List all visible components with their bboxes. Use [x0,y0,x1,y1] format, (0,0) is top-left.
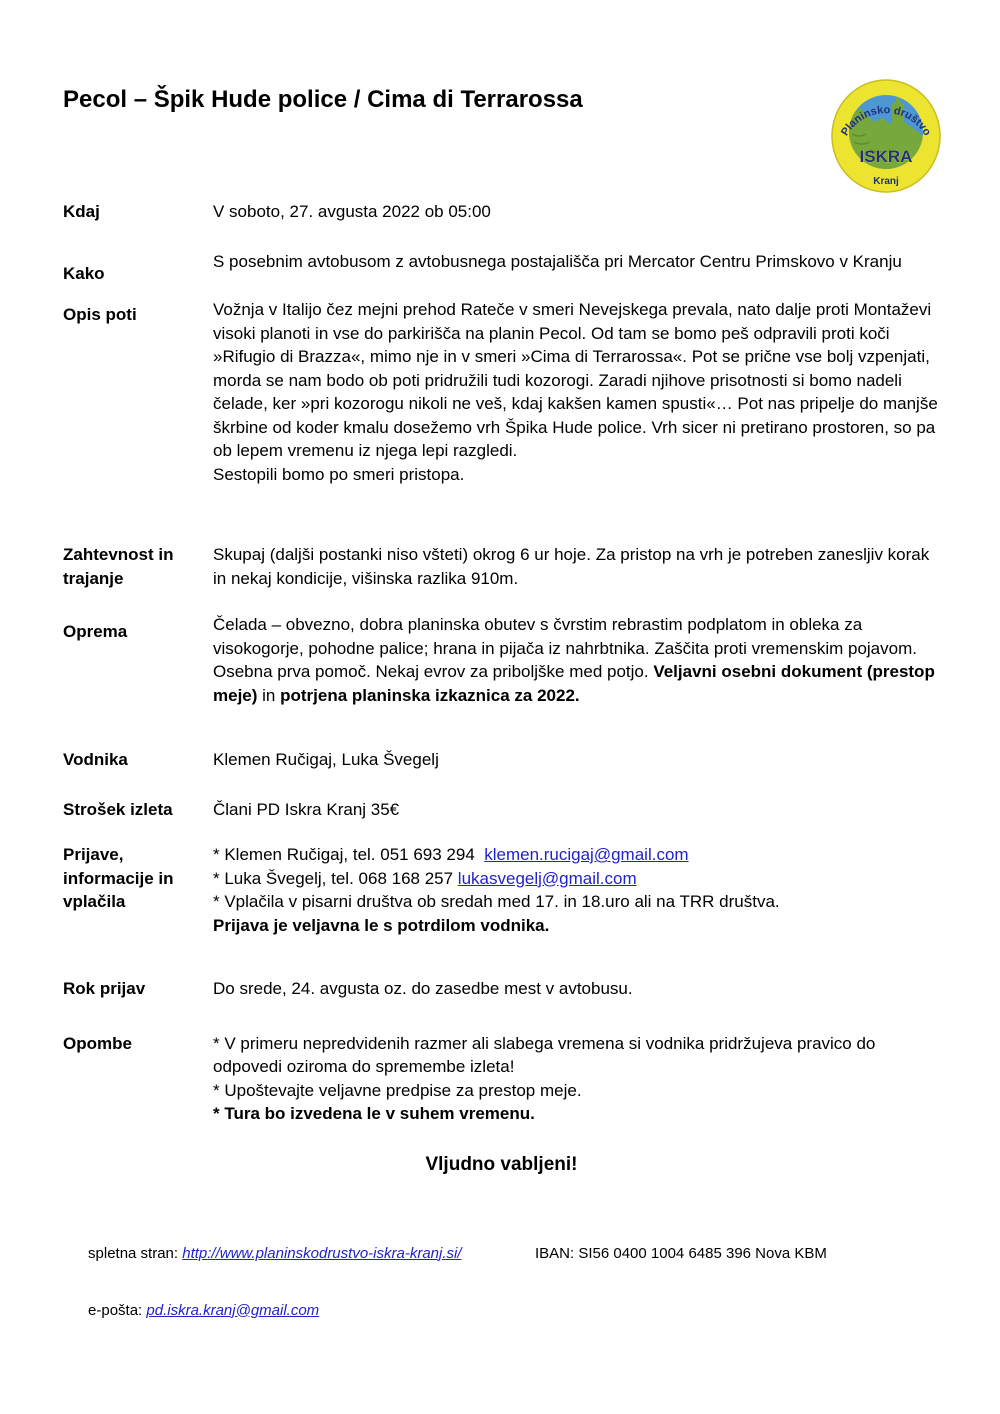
section-kdaj [63,200,940,224]
logo-arc-text: Planinsko društvo [838,104,934,139]
section-label: Zahtevnost in trajanje [63,545,174,588]
text-run: potrjena planinska izkaznica za 2022. [280,685,580,705]
section-prijave [63,843,940,937]
section-label: Opis poti [63,305,137,324]
paragraph [213,543,940,590]
paragraph [213,613,940,707]
section-content [213,250,940,286]
section-oprema [63,613,940,707]
section-strosek-izleta [63,798,940,822]
text-run: Prijava je veljavna le s potrdilom vodnika. [213,915,550,935]
section-vodnika [63,748,940,772]
website-label: spletna stran: [88,1244,183,1262]
section-zahtevnost [63,543,940,590]
paragraph [213,977,940,1001]
text-run: * Upoštevajte veljavne predpise za prestop meje. [213,1080,582,1100]
section-label: Kdaj [63,202,100,221]
email-link[interactable]: klemen.rucigaj@gmail.com [484,845,689,864]
text-run: Veljavni osebni dokument (prestop meje) [213,662,940,705]
section-label: Kako [63,263,105,283]
section-label: Opombe [63,1033,132,1053]
paragraph [213,200,940,224]
section-rok-prijav [63,977,940,1001]
paragraph [213,914,940,938]
paragraph [213,250,940,274]
iban-text: IBAN: SI56 0400 1004 6485 396 Nova KBM [535,1244,827,1262]
club-email-link[interactable]: pd.iskra.kranj@gmail.com [146,1301,320,1319]
text-run: Vožnja v Italijo čez mejni prehod Rateče v smeri Nevejskega prevala, nato dalje proti Montaževi visoki planoti in vse do parkirišča na planin Pecol. Od tam se bomo peš odpravili proti koči »Rifugio di Brazza«, mimo nje in v smeri »Cima di Terrarossa«. Pot se prične vse bolj vzpenjati, morda se nam bodo ob poti pridružili tudi kozorogi. Zaradi njihove prisotnosti si bomo nadeli čelade, ker »pri kozorogu nikoli ne veš, kdaj kakšen kamen spusti«… Pot nas pripelje do manjše škrbine od koder kmalu dosežemo vrh Špika Hude police. Vrh sicer ni pretirano prostoren, so pa ob lepem vremenu iz njega lepi razgledi. [213,300,943,460]
section-content [213,977,940,1001]
text-run: Čelada – obvezno, dobra planinska obutev s čvrstim rebrastim podplatom in obleka za visokogorje, pohodne palice; hrana in pijača iz nahrbtnika. Zaščita proti vremenskim pojavom. Osebna prva pomoč. Nekaj evrov za priboljške med potjo. [213,615,922,681]
section-label: Strošek izleta [63,799,173,819]
section-content [213,200,940,224]
section-label: Vodnika [63,750,128,769]
email-label: e-pošta: [88,1301,147,1319]
club-logo [830,78,942,196]
section-content [213,1032,940,1126]
text-run: * Klemen Ručigaj, tel. 051 693 294 [213,845,485,864]
section-content [213,298,943,486]
section-kako [63,250,940,286]
paragraph [213,798,940,822]
paragraph [213,298,943,463]
sections [63,200,943,1126]
paragraph [213,463,940,487]
paragraph [213,1032,940,1079]
text-run: in [257,685,281,705]
text-run: Sestopili bomo po smeri pristopa. [213,464,465,484]
page-title: Pecol – Špik Hude police / Cima di Terrarossa [63,86,583,113]
section-label: Prijave, informacije in vplačila [63,845,174,911]
paragraph [213,1079,940,1103]
section-content [213,798,940,822]
closing-text: Vljudno vabljeni! [425,1153,578,1175]
text-run: V soboto, 27. avgusta 2022 ob 05:00 [213,202,491,221]
section-opis-poti [63,298,943,486]
section-opombe [63,1032,940,1126]
section-label: Rok prijav [63,979,146,998]
text-run: * Tura bo izvedena le v suhem vremenu. [213,1104,535,1123]
section-content [213,613,940,707]
paragraph [213,890,940,914]
text-run: * Luka Švegelj, tel. 068 168 257 [213,868,458,888]
logo-city-text: Kranj [873,176,899,187]
section-content [213,748,940,772]
text-run: * Vplačila v pisarni društva ob sredah med 17. in 18.uro ali na TRR društva. [213,892,780,911]
email-link[interactable]: lukasvegelj@gmail.com [457,868,637,888]
section-content [213,843,940,937]
text-run: Klemen Ručigaj, Luka Švegelj [213,750,439,769]
website-link[interactable]: http://www.planinskodrustvo-iskra-kranj.si/ [182,1244,462,1262]
text-run: Člani PD Iskra Kranj 35€ [213,799,400,819]
footer [63,1225,940,1358]
section-content [213,543,940,590]
paragraph [213,867,940,891]
text-run: S posebnim avtobusom z avtobusnega postajališča pri Mercator Centru Primskovo v Kranju [213,251,902,271]
paragraph [213,843,940,867]
text-run: Do srede, 24. avgusta oz. do zasedbe mest v avtobusu. [213,979,633,998]
paragraph [213,1102,940,1126]
section-label: Oprema [63,622,128,641]
paragraph [213,748,940,772]
logo-name-text: ISKRA [859,147,913,166]
text-run: Skupaj (daljši postanki niso všteti) okrog 6 ur hoje. Za pristop na vrh je potreben zanesljiv korak in nekaj kondicije, višinska razlika 910m. [213,545,934,588]
text-run: * V primeru nepredvidenih razmer ali slabega vremena si vodnika pridržujeva pravico do odpovedi oziroma do spremembe izleta! [213,1033,881,1076]
